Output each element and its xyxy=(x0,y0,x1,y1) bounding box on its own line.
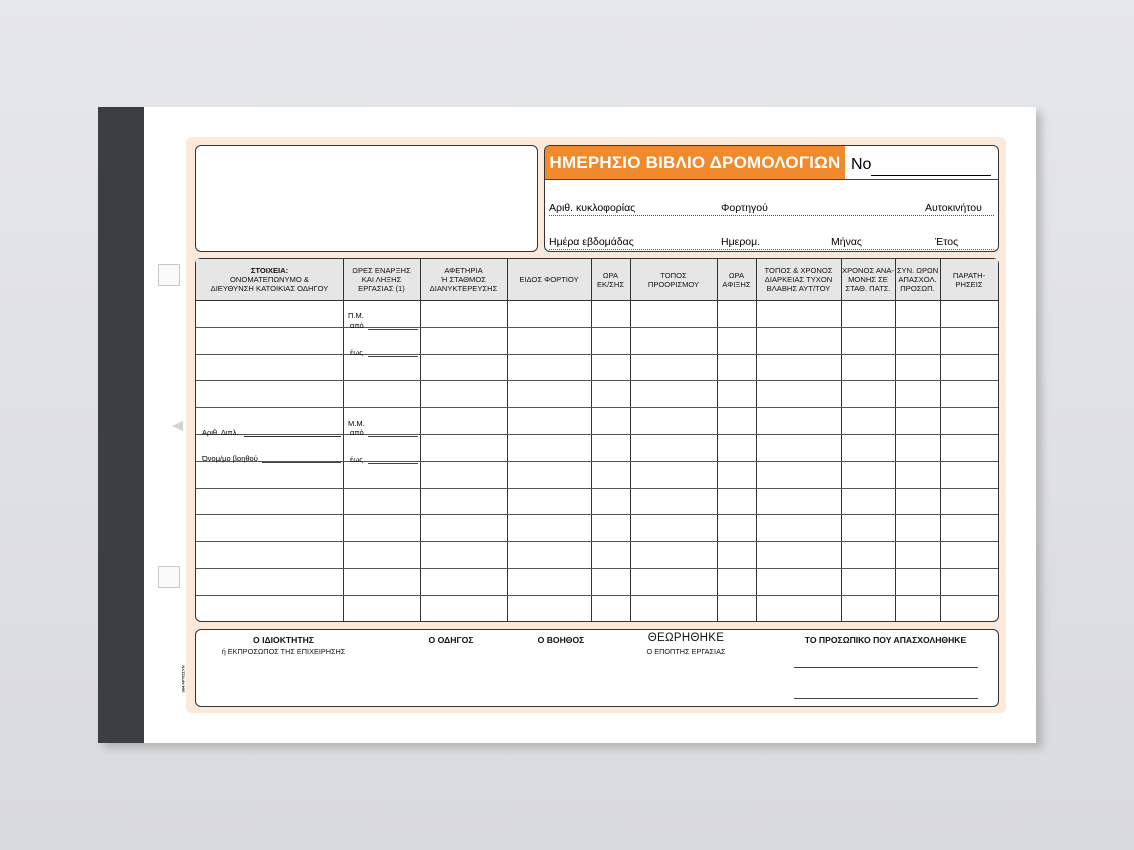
am-label: Μ.Μ. xyxy=(348,419,365,428)
binding-spine xyxy=(98,107,144,743)
table-row[interactable] xyxy=(196,354,998,381)
number-label: No xyxy=(851,156,872,173)
to-field-1[interactable] xyxy=(368,356,418,357)
table-row[interactable] xyxy=(196,568,998,595)
plate-field[interactable] xyxy=(549,215,994,216)
signatures-box xyxy=(195,629,999,707)
table-row[interactable] xyxy=(196,407,998,434)
staff-title: ΤΟ ΠΡΟΣΩΠΙΚΟ ΠΟΥ ΑΠΑΣΧΟΛΗΘΗΚΕ xyxy=(804,635,967,645)
staff-field-1[interactable] xyxy=(794,667,978,668)
table-row[interactable] xyxy=(196,488,998,515)
col-remarks: ΠΑΡΑΤΗ- ΡΗΣΕΙΣ xyxy=(952,270,986,289)
from-field-2[interactable] xyxy=(368,436,418,437)
owner-signature-title: Ο ΙΔΙΟΚΤΗΤΗΣ xyxy=(253,635,314,645)
col-total-hours: ΣΥΝ. ΩΡΩΝ ΑΠΑΣΧΟΛ. ΠΡΟΣΩΠ. xyxy=(896,266,939,293)
punch-hole-top xyxy=(158,264,180,286)
col-breakdown: ΤΟΠΟΣ & ΧΡΟΝΟΣ ΔΙΑΡΚΕΙΑΣ ΤΥΧΟΝ ΒΛΑΒΗΣ ΑΥΤ/ΤΟΥ xyxy=(764,266,833,293)
weekday-label: Ημέρα εβδομάδας xyxy=(549,236,634,248)
checked-signature-title: ΘΕΩΡΗΘΗΚΕ xyxy=(647,632,725,644)
year-label: Έτος xyxy=(935,236,959,248)
form-header xyxy=(544,145,999,252)
car-label: Αυτοκινήτου xyxy=(925,202,982,214)
col-driver-details: ΣΤΟΙΧΕΙΑ: ΟΝΟΜΑΤΕΠΩΝΥΜΟ & ΔΙΕΥΘΥΝΣΗ ΚΑΤΟΙΚΙΑΣ ΟΔΗΓΟΥ xyxy=(210,266,329,293)
left-arrow-icon xyxy=(172,421,183,431)
table-row[interactable] xyxy=(196,380,998,407)
helper-label: Όνομ/μο βοηθού xyxy=(202,454,258,463)
col-departure-time: ΩΡΑ ΕΚ/ΣΗΣ xyxy=(596,270,625,289)
from-field-1[interactable] xyxy=(368,329,418,330)
staff-field-2[interactable] xyxy=(794,698,978,699)
header-divider xyxy=(545,179,998,180)
to-label-2: έως xyxy=(350,455,363,464)
table-row[interactable] xyxy=(196,541,998,568)
number-field[interactable] xyxy=(871,175,991,176)
col-work-hours: ΩΡΕΣ ΕΝΑΡΞΗΣ ΚΑΙ ΛΗΞΗΣ ΕΡΓΑΣΙΑΣ (1) xyxy=(352,266,411,293)
helper-signature-title: Ο ΒΟΗΘΟΣ xyxy=(537,635,585,645)
col-waiting-time: ΧΡΟΝΟΣ ΑΝΑ- ΜΟΝΗΣ ΣΕ ΣΤΑΘ. ΠΑΤΣ. xyxy=(842,266,894,293)
table-row[interactable] xyxy=(196,461,998,488)
table-row[interactable] xyxy=(196,327,998,354)
spine-code: 364 ΑΡΤΙΣΣΥΝ xyxy=(180,665,186,693)
table-row[interactable] xyxy=(196,514,998,541)
pm-label: Π.Μ. xyxy=(348,311,364,320)
col-departure-station: ΑΦΕΤΗΡΙΑ Ή ΣΤΑΘΜΟΣ ΔΙΑΝΥΚΤΕΡΕΥΣΗΣ xyxy=(429,266,498,293)
helper-field[interactable] xyxy=(262,462,341,463)
col-destination: ΤΟΠΟΣ ΠΡΟΟΡΙΣΜΟΥ xyxy=(647,270,700,289)
driver-signature-title: Ο ΟΔΗΓΟΣ xyxy=(428,635,474,645)
col-arrival-time: ΩΡΑ ΑΦΙΞΗΣ xyxy=(722,270,751,289)
table-row[interactable] xyxy=(196,434,998,461)
date-field[interactable] xyxy=(549,249,994,250)
company-address-box[interactable] xyxy=(195,145,538,252)
punch-hole-bottom xyxy=(158,566,180,588)
to-label-1: έως xyxy=(350,348,363,357)
from-label-2: από xyxy=(350,428,364,437)
plate-label: Αριθ. κυκλοφορίας xyxy=(549,202,636,214)
date-label: Ημερομ. xyxy=(721,236,761,248)
col-cargo-type: ΕΙΔΟΣ ΦΟΡΤΙΟΥ xyxy=(519,275,579,284)
truck-label: Φορτηγού xyxy=(721,202,768,214)
license-label: Αριθ. Διπλ. xyxy=(202,428,239,437)
license-field[interactable] xyxy=(244,436,341,437)
form-title: ΗΜΕΡΗΣΙΟ ΒΙΒΛΙΟ ΔΡΟΜΟΛΟΓΙΩΝ xyxy=(545,146,845,179)
from-label-1: από xyxy=(350,321,364,330)
owner-signature-sub: ή ΕΚΠΡΟΣΩΠΟΣ ΤΗΣ ΕΠΙΧΕΙΡΗΣΗΣ xyxy=(221,647,346,656)
checked-signature-sub: Ο ΕΠΟΠΤΗΣ ΕΡΓΑΣΙΑΣ xyxy=(646,647,726,656)
month-label: Μήνας xyxy=(831,236,862,248)
table-row[interactable] xyxy=(196,595,998,622)
table-row[interactable] xyxy=(196,300,998,327)
to-field-2[interactable] xyxy=(368,463,418,464)
routes-table xyxy=(195,258,999,622)
